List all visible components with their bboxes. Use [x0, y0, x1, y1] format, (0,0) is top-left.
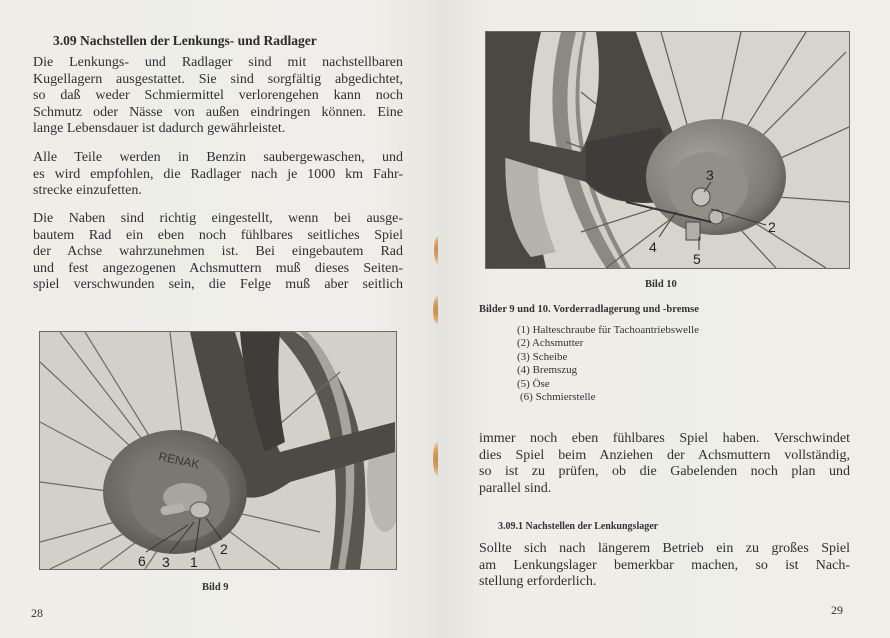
text-line: der Achse wahrzunehmen ist. Bei eingebautem Rad: [33, 244, 403, 259]
right-paragraph-2: [479, 541, 850, 591]
left-page: [0, 0, 438, 638]
text-line: stellung erforderlich.: [479, 574, 597, 589]
left-paragraph-3: [33, 211, 403, 294]
text-line: so ist zu prüfen, ob die Gabelenden noch plan und: [479, 464, 850, 479]
figure-9-photo: [39, 331, 397, 570]
right-page: [438, 0, 890, 638]
callout-5: 5: [693, 251, 701, 267]
callout-6: 6: [138, 553, 146, 569]
legend-item: (4) Bremszug: [517, 364, 578, 377]
front-brake-illustration: [486, 32, 849, 268]
left-paragraph-1: [33, 55, 403, 138]
left-paragraph-2: [33, 150, 403, 200]
legend-title: Bilder 9 und 10. Vorderradlagerung und -bremse: [479, 304, 699, 315]
legend-item: (5) Öse: [517, 377, 550, 390]
page-number-left: 28: [31, 606, 43, 620]
text-line: dies Spiel beim Anziehen der Achsmuttern vollständig,: [479, 447, 850, 463]
text-line: am Lenkungslager bemerkbar machen, so ist Nach-: [479, 557, 850, 573]
callout-1: 1: [190, 554, 198, 569]
text-line: lange Lebensdauer ist dadurch gewährleistet.: [33, 121, 286, 136]
legend-list: [517, 324, 699, 404]
legend-item: (6) Schmierstelle: [520, 390, 596, 403]
callout-2: 2: [220, 541, 228, 557]
text-line: Schmutz oder Nässe von außen eindringen können. Eine: [33, 104, 403, 120]
section-heading: 3.09 Nachstellen der Lenkungs- und Radlager: [53, 33, 317, 48]
legend-item: (2) Achsmutter: [517, 337, 584, 350]
text-line: und fest angezogenen Achsmuttern muß dieses Seiten-: [33, 260, 403, 276]
callout-4: 4: [649, 239, 657, 255]
subsection-heading: 3.09.1 Nachstellen der Lenkungslager: [498, 521, 659, 532]
page-number-right: 29: [831, 603, 843, 617]
text-line: Die Naben sind richtig eingestellt, wenn bei ausge-: [33, 211, 403, 226]
text-line: immer noch eben fühlbares Spiel haben. Verschwindet: [479, 431, 850, 446]
text-line: Die Lenkungs- und Radlager sind mit nachstellbaren: [33, 55, 403, 70]
text-line: so daß weder Schmiermittel verlorengehen kann noch: [33, 88, 403, 103]
text-line: Kugellagern ausgestattet. Sie sind sorgfältig abgedichtet,: [33, 71, 403, 87]
legend-item: (3) Scheibe: [517, 350, 568, 363]
text-line: parallel sind.: [479, 480, 552, 496]
figure-10-photo: [485, 31, 850, 269]
text-line: es wird empfohlen, die Radlager nach je 1000 km Fahr-: [33, 166, 403, 182]
text-line: spiel verschwunden sein, die Felge muß aber seitlich: [33, 277, 403, 292]
text-line: Sollte sich nach längerem Betrieb ein zu großes Spiel: [479, 541, 850, 556]
legend-item: (1) Halteschraube für Tachoantriebswelle: [517, 324, 699, 336]
figure-9-caption: Bild 9: [202, 582, 229, 593]
text-line: strecke einzufetten.: [33, 183, 142, 198]
text-line: bautem Rad ein eben noch fühlbares seitliches Spiel: [33, 227, 403, 243]
wheel-hub-illustration: [40, 332, 396, 569]
text-line: Alle Teile werden in Benzin saubergewaschen, und: [33, 150, 403, 165]
callout-3: 3: [162, 554, 170, 569]
callout-2: 2: [768, 219, 776, 235]
figure-10-caption: Bild 10: [645, 279, 677, 290]
hub-brand-text: RENAK: [157, 449, 201, 472]
callout-3: 3: [706, 167, 714, 183]
right-paragraph-1: [479, 431, 850, 497]
